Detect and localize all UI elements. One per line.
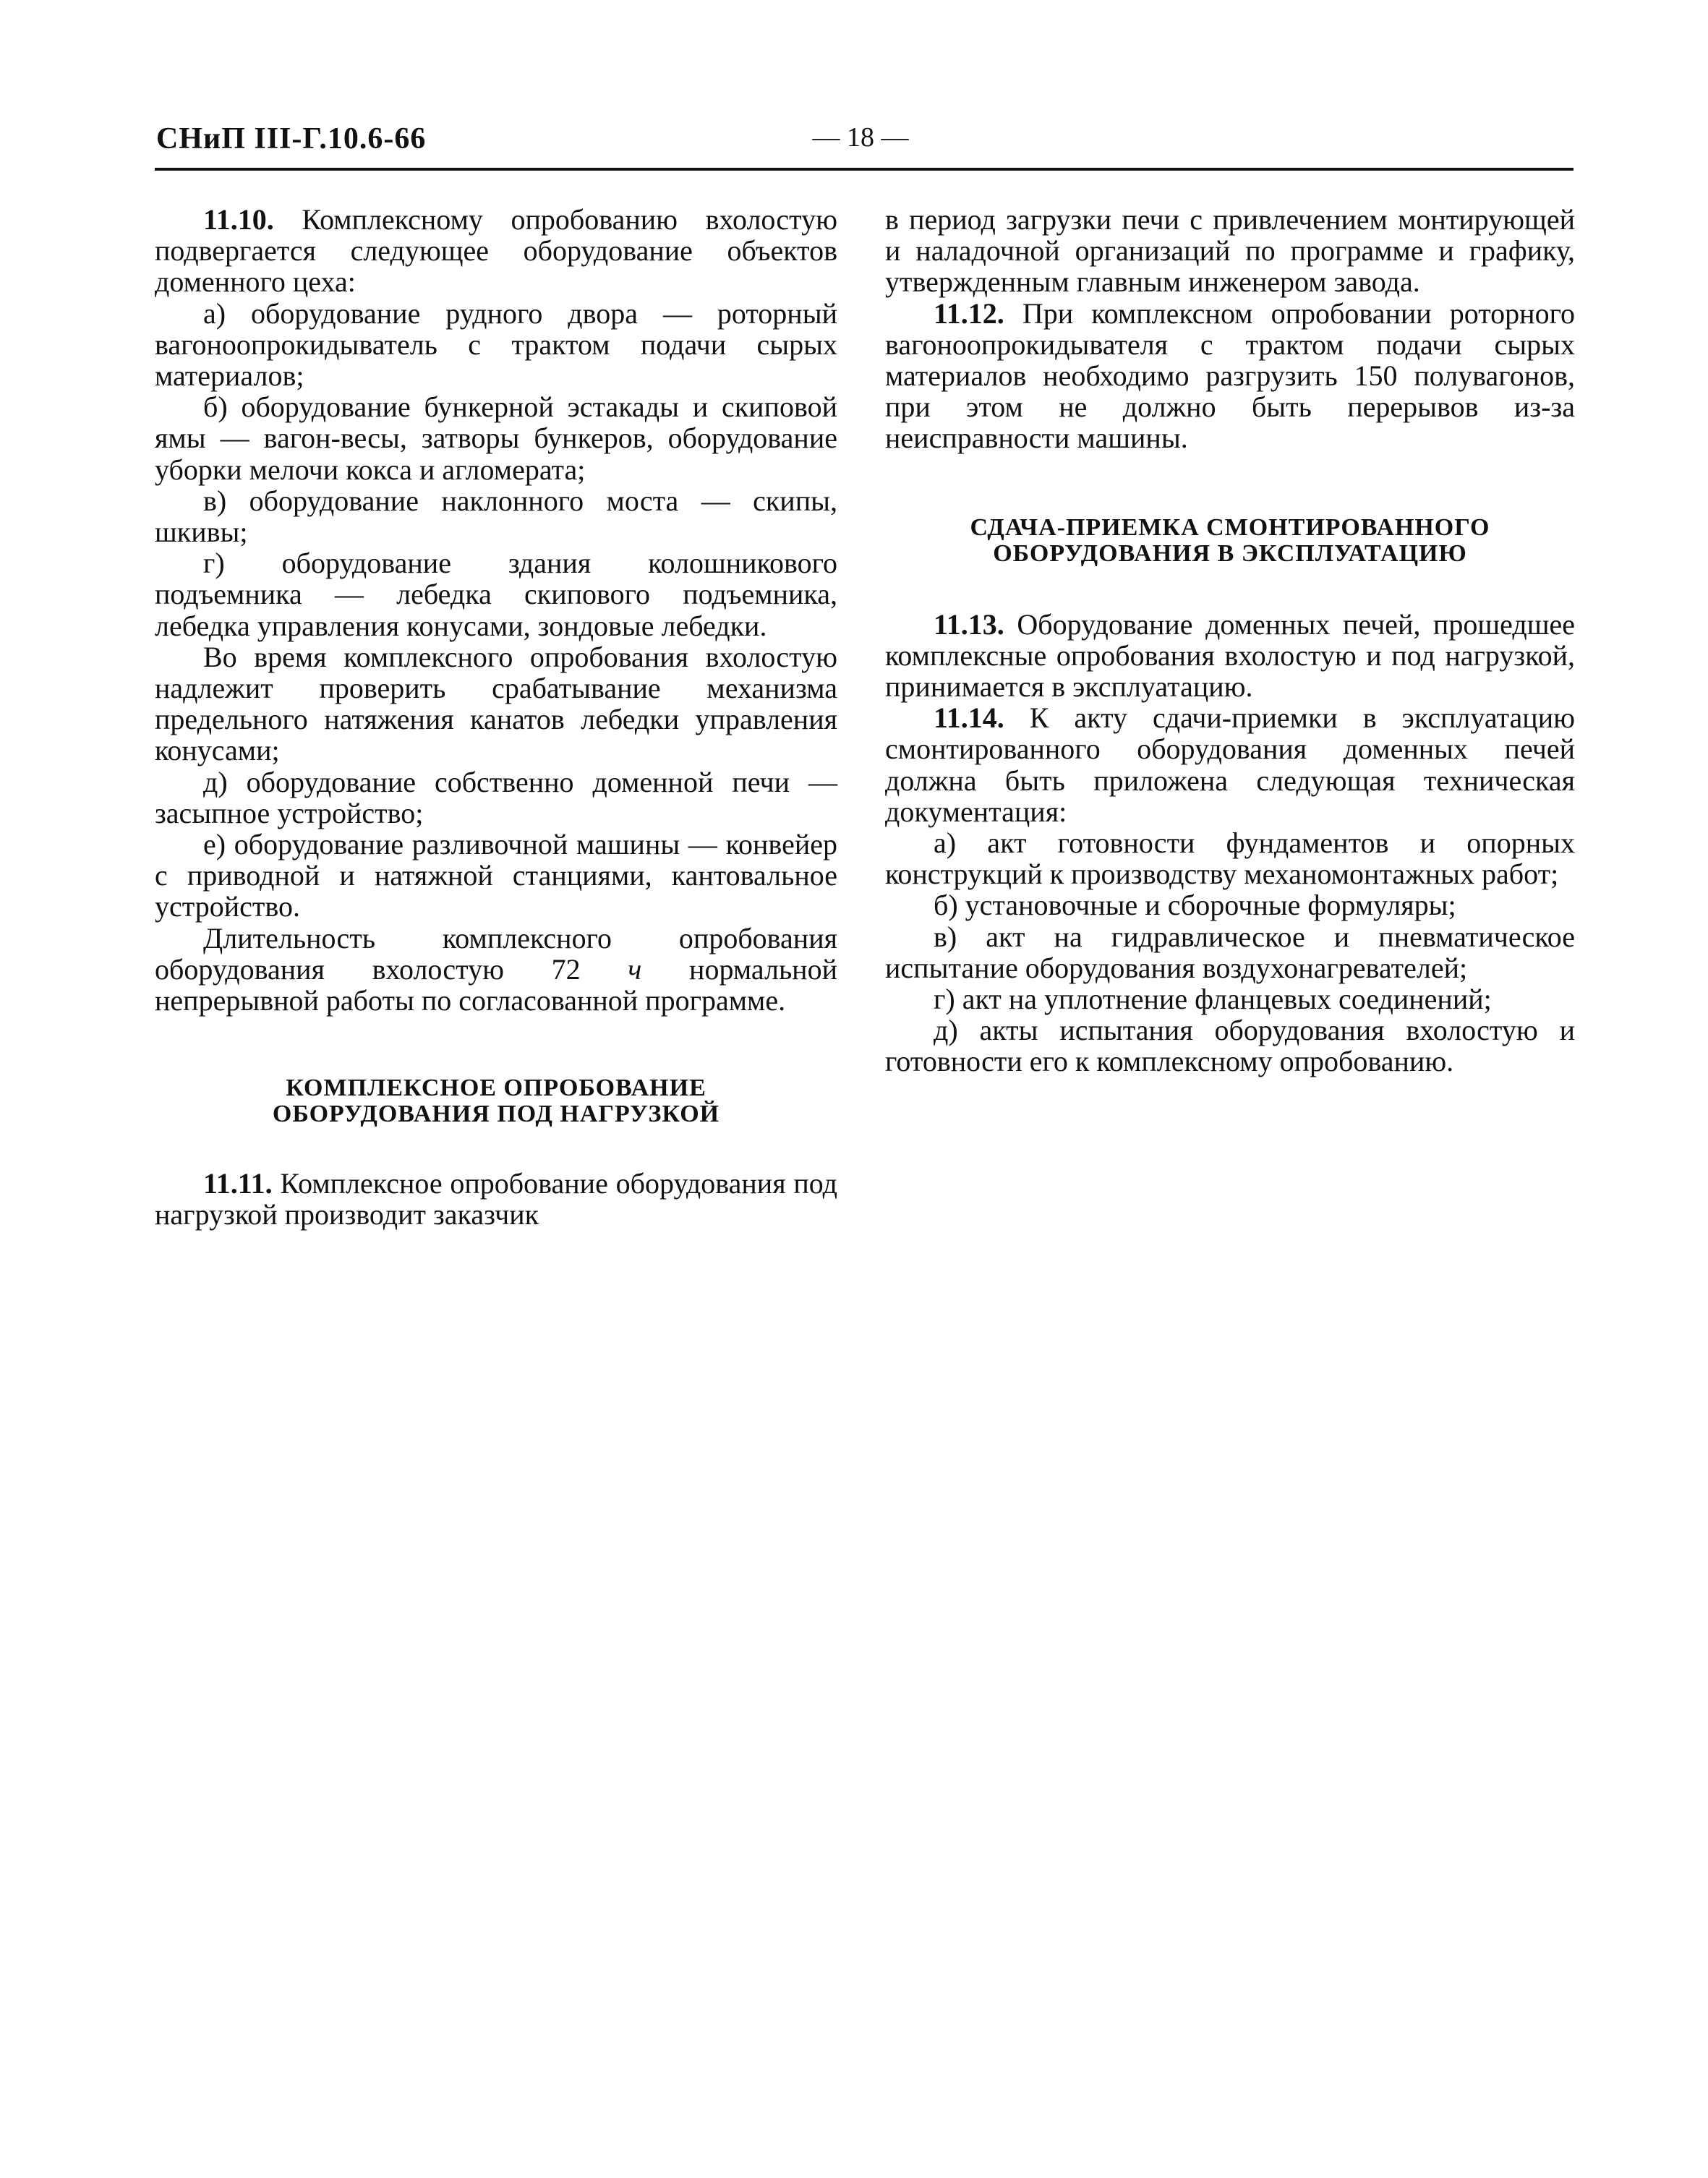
list-item-d: д) оборудование собственно доменной печи — засыпное устройство;	[155, 765, 837, 829]
paragraph-11-14	[885, 702, 1575, 827]
list-item-e: е) оборудование разливочной машины — конвейер с приводной и натяжной станциями, кантовальное устройство.	[155, 828, 837, 923]
clause-number: 11.11.	[203, 1167, 273, 1200]
heading-line: ОБОРУДОВАНИЯ ПОД НАГРУЗКОЙ	[272, 1101, 720, 1128]
clause-text: Комплексное опробование оборудования под нагрузкой производит заказчик	[155, 1167, 837, 1231]
clause-text: При комплексном опробовании роторного вагоноопрокидывателя с трактом подачи сырых материалов необходимо разгрузить 150 полувагонов, при этом не должно быть перерывов из-за неисправности машины.	[885, 296, 1575, 455]
heading-line: КОМПЛЕКСНОЕ ОПРОБОВАНИЕ	[286, 1075, 706, 1102]
list-item-a: а) оборудование рудного двора — роторный вагоноопрокидыватель с трактом подачи сырых материалов;	[155, 296, 837, 393]
paragraph-11-10	[155, 204, 837, 298]
doc-item-g: г) акт на уплотнение фланцевых соединений;	[934, 983, 1492, 1016]
doc-item-v: в) акт на гидравлическое и пневматическое испытание оборудования воздухонагревателей;	[885, 920, 1575, 984]
left-column	[155, 204, 837, 1231]
section-heading-acceptance	[885, 515, 1575, 567]
heading-line: СДАЧА-ПРИЕМКА СМОНТИРОВАННОГО	[970, 513, 1490, 541]
clause-number: 11.10.	[203, 203, 274, 236]
clause-text: Оборудование доменных печей, прошедшее комплексные опробования вхолостую и под нагрузкой, принимается в эксплуатацию.	[885, 607, 1575, 704]
clause-text: Комплексному опробованию вхолостую подвергается следующее оборудование объектов доменного цеха:	[155, 203, 837, 299]
list-item-b: б) оборудование бункерной эстакады и скиповой ямы — вагон-весы, затворы бункеров, оборудование уборки мелочи кокса и агломерата;	[155, 390, 837, 486]
paragraph-check: Во время комплексного опробования вхолостую надлежит проверить срабатывание механизма предельного натяжения канатов лебедки управления конусами;	[155, 640, 837, 767]
clause-number: 11.12.	[934, 296, 1004, 330]
list-item-g: г) оборудование здания колошникового подъемника — лебедка скипового подъемника, лебедка управления конусами, зондовые лебедки.	[155, 547, 837, 642]
doc-item-b: б) установочные и сборочные формуляры;	[934, 889, 1456, 922]
heading-line: ОБОРУДОВАНИЯ В ЭКСПЛУАТАЦИЮ	[993, 539, 1467, 567]
page-number: — 18 —	[812, 122, 909, 153]
paragraph-duration	[155, 923, 837, 1017]
paragraph-11-12	[885, 298, 1575, 454]
header-rule	[155, 168, 1574, 171]
clause-text: К акту сдачи-приемки в эксплуатацию смонтированного оборудования доменных печей должна быть приложена следующая техническая документация:	[885, 701, 1576, 828]
duration-unit: ч	[628, 952, 642, 986]
duration-text-end: нормальной непрерывной работы по согласованной программе.	[155, 952, 837, 1017]
document-code: СНиП III-Г.10.6-66	[156, 122, 427, 155]
clause-number: 11.14.	[934, 701, 1004, 735]
section-heading-load-test	[155, 1075, 837, 1127]
paragraph-11-13	[885, 609, 1575, 703]
clause-number: 11.13.	[934, 607, 1004, 641]
right-column	[885, 204, 1575, 1077]
duration-text: Длительность комплексного опробования оборудования вхолостую 72	[155, 921, 837, 986]
doc-item-d: д) акты испытания оборудования вхолостую и готовности его к комплексному опробованию.	[885, 1014, 1575, 1078]
doc-item-a: а) акт готовности фундаментов и опорных конструкций к производству механомонтажных работ;	[885, 827, 1575, 891]
paragraph-11-11	[155, 1168, 837, 1230]
list-item-v: в) оборудование наклонного моста — скипы, шкивы;	[155, 484, 837, 549]
paragraph-11-11-continued: в период загрузки печи с привлечением монтирующей и наладочной организаций по программе и графику, утвержденным главным инженером завода.	[885, 203, 1575, 299]
